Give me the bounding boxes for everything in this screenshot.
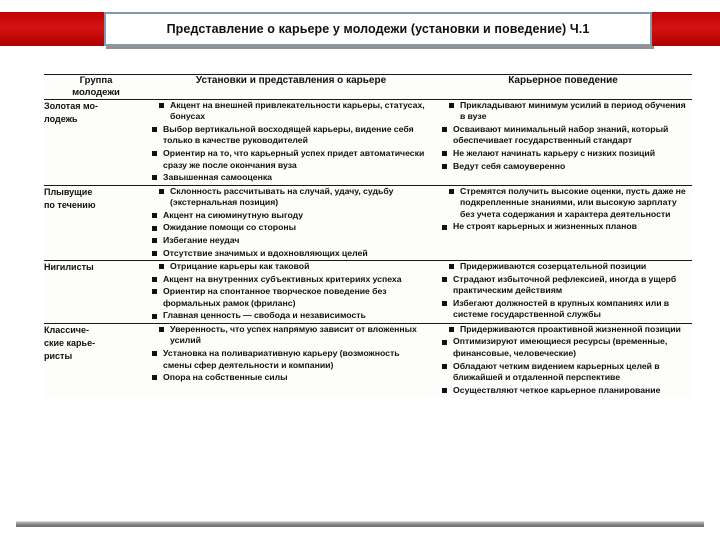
list-item: Отсутствие значимых и вдохновляющих целей bbox=[150, 248, 428, 260]
attitudes-list bbox=[148, 100, 434, 184]
row-attitudes-cell bbox=[148, 323, 434, 397]
list-item: Акцент на сиюминутную выгоду bbox=[150, 210, 428, 222]
row-behaviour-cell bbox=[434, 99, 692, 185]
row-group-label bbox=[44, 185, 148, 260]
behaviour-list bbox=[434, 324, 692, 396]
row-behaviour-cell bbox=[434, 261, 692, 324]
row-group-label-line2: лодежь bbox=[44, 113, 78, 124]
row-group-label-line3: ристы bbox=[44, 350, 73, 361]
list-item: Избегание неудач bbox=[150, 235, 428, 247]
row-group-label-line1: Нигилисты bbox=[44, 262, 94, 273]
list-item: Придерживаются проактивной жизненной позиции bbox=[440, 324, 686, 336]
list-item: Оптимизируют имеющиеся ресурсы (временные, финансовые, человеческие) bbox=[440, 336, 686, 359]
row-attitudes-cell bbox=[148, 185, 434, 260]
list-item: Осуществляют четкое карьерное планирование bbox=[440, 385, 686, 397]
row-group-label-line1: Плывущие bbox=[44, 186, 93, 197]
list-item: Главная ценность — свобода и независимость bbox=[150, 310, 428, 322]
table-body bbox=[44, 99, 692, 397]
list-item: Стремятся получить высокие оценки, пусть даже не подкрепленные знаниями, или высокую зарплату без учета содержания и характера деятельности bbox=[440, 186, 686, 221]
column-header-group-line1: Группа bbox=[79, 75, 113, 86]
table-row bbox=[44, 323, 692, 397]
row-attitudes-cell bbox=[148, 99, 434, 185]
table-row bbox=[44, 99, 692, 185]
table-row bbox=[44, 261, 692, 324]
list-item: Уверенность, что успех напрямую зависит от вложенных усилий bbox=[150, 324, 428, 347]
attitudes-list bbox=[148, 261, 434, 322]
title-banner bbox=[0, 12, 720, 46]
list-item: Страдают избыточной рефлексией, иногда в ущерб практическим действиям bbox=[440, 274, 686, 297]
list-item: Опора на собственные силы bbox=[150, 372, 428, 384]
attitudes-list bbox=[148, 186, 434, 259]
row-group-label bbox=[44, 261, 148, 324]
row-attitudes-cell bbox=[148, 261, 434, 324]
table-header-row bbox=[44, 75, 692, 100]
banner-accent-right bbox=[648, 12, 720, 46]
behaviour-list bbox=[434, 186, 692, 233]
row-behaviour-cell bbox=[434, 323, 692, 397]
row-group-label bbox=[44, 323, 148, 397]
career-matrix-table bbox=[44, 74, 692, 397]
title-underline bbox=[106, 46, 654, 49]
column-header-group-line2: молодежи bbox=[72, 86, 120, 98]
list-item: Осваивают минимальный набор знаний, который обеспечивает государственный стандарт bbox=[440, 124, 686, 147]
list-item: Акцент на внешней привлекательности карьеры, статусах, бонусах bbox=[150, 100, 428, 123]
column-header-behaviour: Карьерное поведение bbox=[434, 75, 692, 100]
page-title: Представление о карьере у молодежи (установки и поведение) Ч.1 bbox=[166, 22, 590, 36]
row-group-label-line2: ские карье- bbox=[44, 337, 96, 348]
list-item: Обладают четким видением карьерных целей в ближайшей и отдаленной перспективе bbox=[440, 361, 686, 384]
title-box bbox=[104, 12, 652, 46]
list-item: Установка на поливариативную карьеру (возможность смены сфер деятельности и компании) bbox=[150, 348, 428, 371]
list-item: Ожидание помощи со стороны bbox=[150, 222, 428, 234]
row-group-label-line1: Золотая мо- bbox=[44, 100, 98, 111]
list-item: Не строят карьерных и жизненных планов bbox=[440, 221, 686, 233]
list-item: Ориентир на спонтанное творческое поведение без формальных рамок (фриланс) bbox=[150, 286, 428, 309]
list-item: Ориентир на то, что карьерный успех придет автоматически сразу же после окончания вуза bbox=[150, 148, 428, 171]
list-item: Акцент на внутренних субъективных критериях успеха bbox=[150, 274, 428, 286]
behaviour-list bbox=[434, 100, 692, 172]
list-item: Склонность рассчитывать на случай, удачу, судьбу (экстернальная позиция) bbox=[150, 186, 428, 209]
list-item: Отрицание карьеры как таковой bbox=[150, 261, 428, 273]
list-item: Не желают начинать карьеру с низких позиций bbox=[440, 148, 686, 160]
column-header-group bbox=[44, 75, 148, 100]
row-group-label-line2: по течению bbox=[44, 199, 96, 210]
list-item: Избегают должностей в крупных компаниях или в системе государственной службы bbox=[440, 298, 686, 321]
list-item: Прикладывают минимум усилий в период обучения в вузе bbox=[440, 100, 686, 123]
banner-accent-left bbox=[0, 12, 110, 46]
row-behaviour-cell bbox=[434, 185, 692, 260]
row-group-label-line1: Классиче- bbox=[44, 324, 89, 335]
behaviour-list bbox=[434, 261, 692, 321]
footer-rule bbox=[16, 521, 704, 527]
list-item: Придерживаются созерцательной позиции bbox=[440, 261, 686, 273]
list-item: Выбор вертикальной восходящей карьеры, видение себя только в качестве руководителей bbox=[150, 124, 428, 147]
row-group-label bbox=[44, 99, 148, 185]
column-header-attitudes: Установки и представления о карьере bbox=[148, 75, 434, 100]
list-item: Завышенная самооценка bbox=[150, 172, 428, 184]
table-row bbox=[44, 185, 692, 260]
list-item: Ведут себя самоуверенно bbox=[440, 161, 686, 173]
attitudes-list bbox=[148, 324, 434, 384]
